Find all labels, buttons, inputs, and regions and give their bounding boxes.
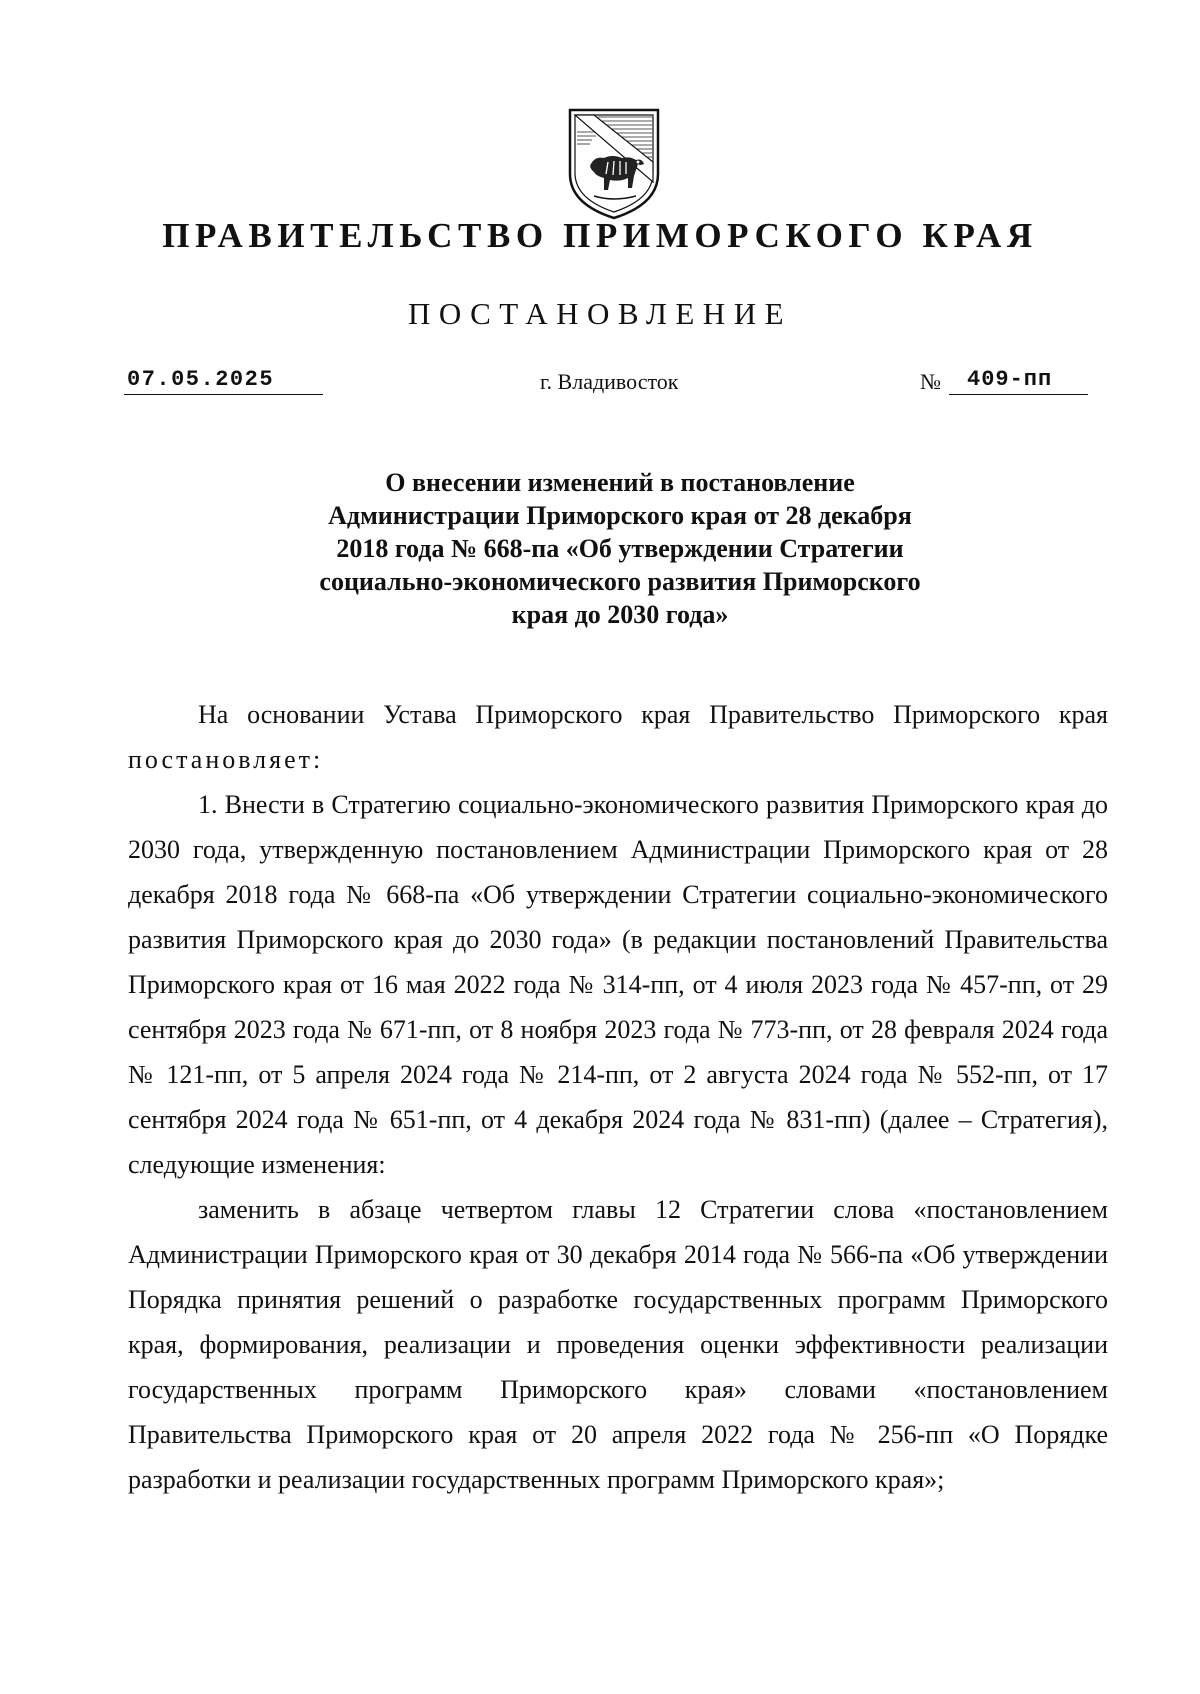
government-title: ПРАВИТЕЛЬСТВО ПРИМОРСКОГО КРАЯ	[162, 216, 1038, 255]
subject-line: 2018 года № 668-па «Об утверждении Стратегии	[336, 534, 904, 563]
subject-line: О внесении изменений в постановление	[385, 468, 855, 497]
document-date: 07.05.2025	[124, 366, 323, 395]
preamble-verb: постановляет:	[128, 745, 324, 774]
subject-line: социально-экономического развития Приморского	[319, 567, 921, 596]
document-number: 409-пп	[949, 366, 1088, 395]
document-body	[128, 692, 1108, 1502]
preamble-text: На основании Устава Приморского края Правительство Приморского края	[198, 700, 1108, 729]
document-type: ПОСТАНОВЛЕНИЕ	[407, 296, 793, 331]
preamble-paragraph	[128, 692, 1108, 782]
number-sign: №	[920, 369, 941, 394]
subject-line: края до 2030 года»	[511, 600, 729, 629]
item-1-paragraph: 1. Внести в Стратегию социально-экономического развития Приморского края до 2030 года, утвержденную постановлением Администрации Приморского края от 28 декабря 2018 года № 668-па «Об утверждении Стратегии социально-экономического развития Приморского края до 2030 года» (в редакции постановлений Правительства Приморского края от 16 мая 2022 года № 314-пп, от 4 июля 2023 года № 457-пп, от 29 сентября 2023 года № 671-пп, от 8 ноября 2023 года № 773-пп, от 28 февраля 2024 года № 121-пп, от 5 апреля 2024 года № 214-пп, от 2 августа 2024 года № 552-пп, от 17 сентября 2024 года № 651-пп, от 4 декабря 2024 года № 831-пп) (далее – Стратегия), следующие изменения:	[128, 790, 1108, 1179]
change-1-paragraph: заменить в абзаце четвертом главы 12 Стратегии слова «постановлением Администрации Приморского края от 30 декабря 2014 года № 566-па «Об утверждении Порядка принятия решений о разработке государственных программ Приморского края, формирования, реализации и проведения оценки эффективности реализации государственных программ Приморского края» словами «постановлением Правительства Приморского края от 20 апреля 2022 года № 256-пп «О Порядке разработки и реализации государственных программ Приморского края»;	[128, 1195, 1108, 1494]
subject-line: Администрации Приморского края от 28 декабря	[328, 501, 912, 530]
document-meta-row	[0, 366, 1200, 406]
document-subject	[0, 466, 1200, 631]
coat-of-arms-icon	[564, 104, 664, 222]
document-city: г. Владивосток	[540, 369, 679, 394]
document-number-field	[920, 366, 1090, 396]
